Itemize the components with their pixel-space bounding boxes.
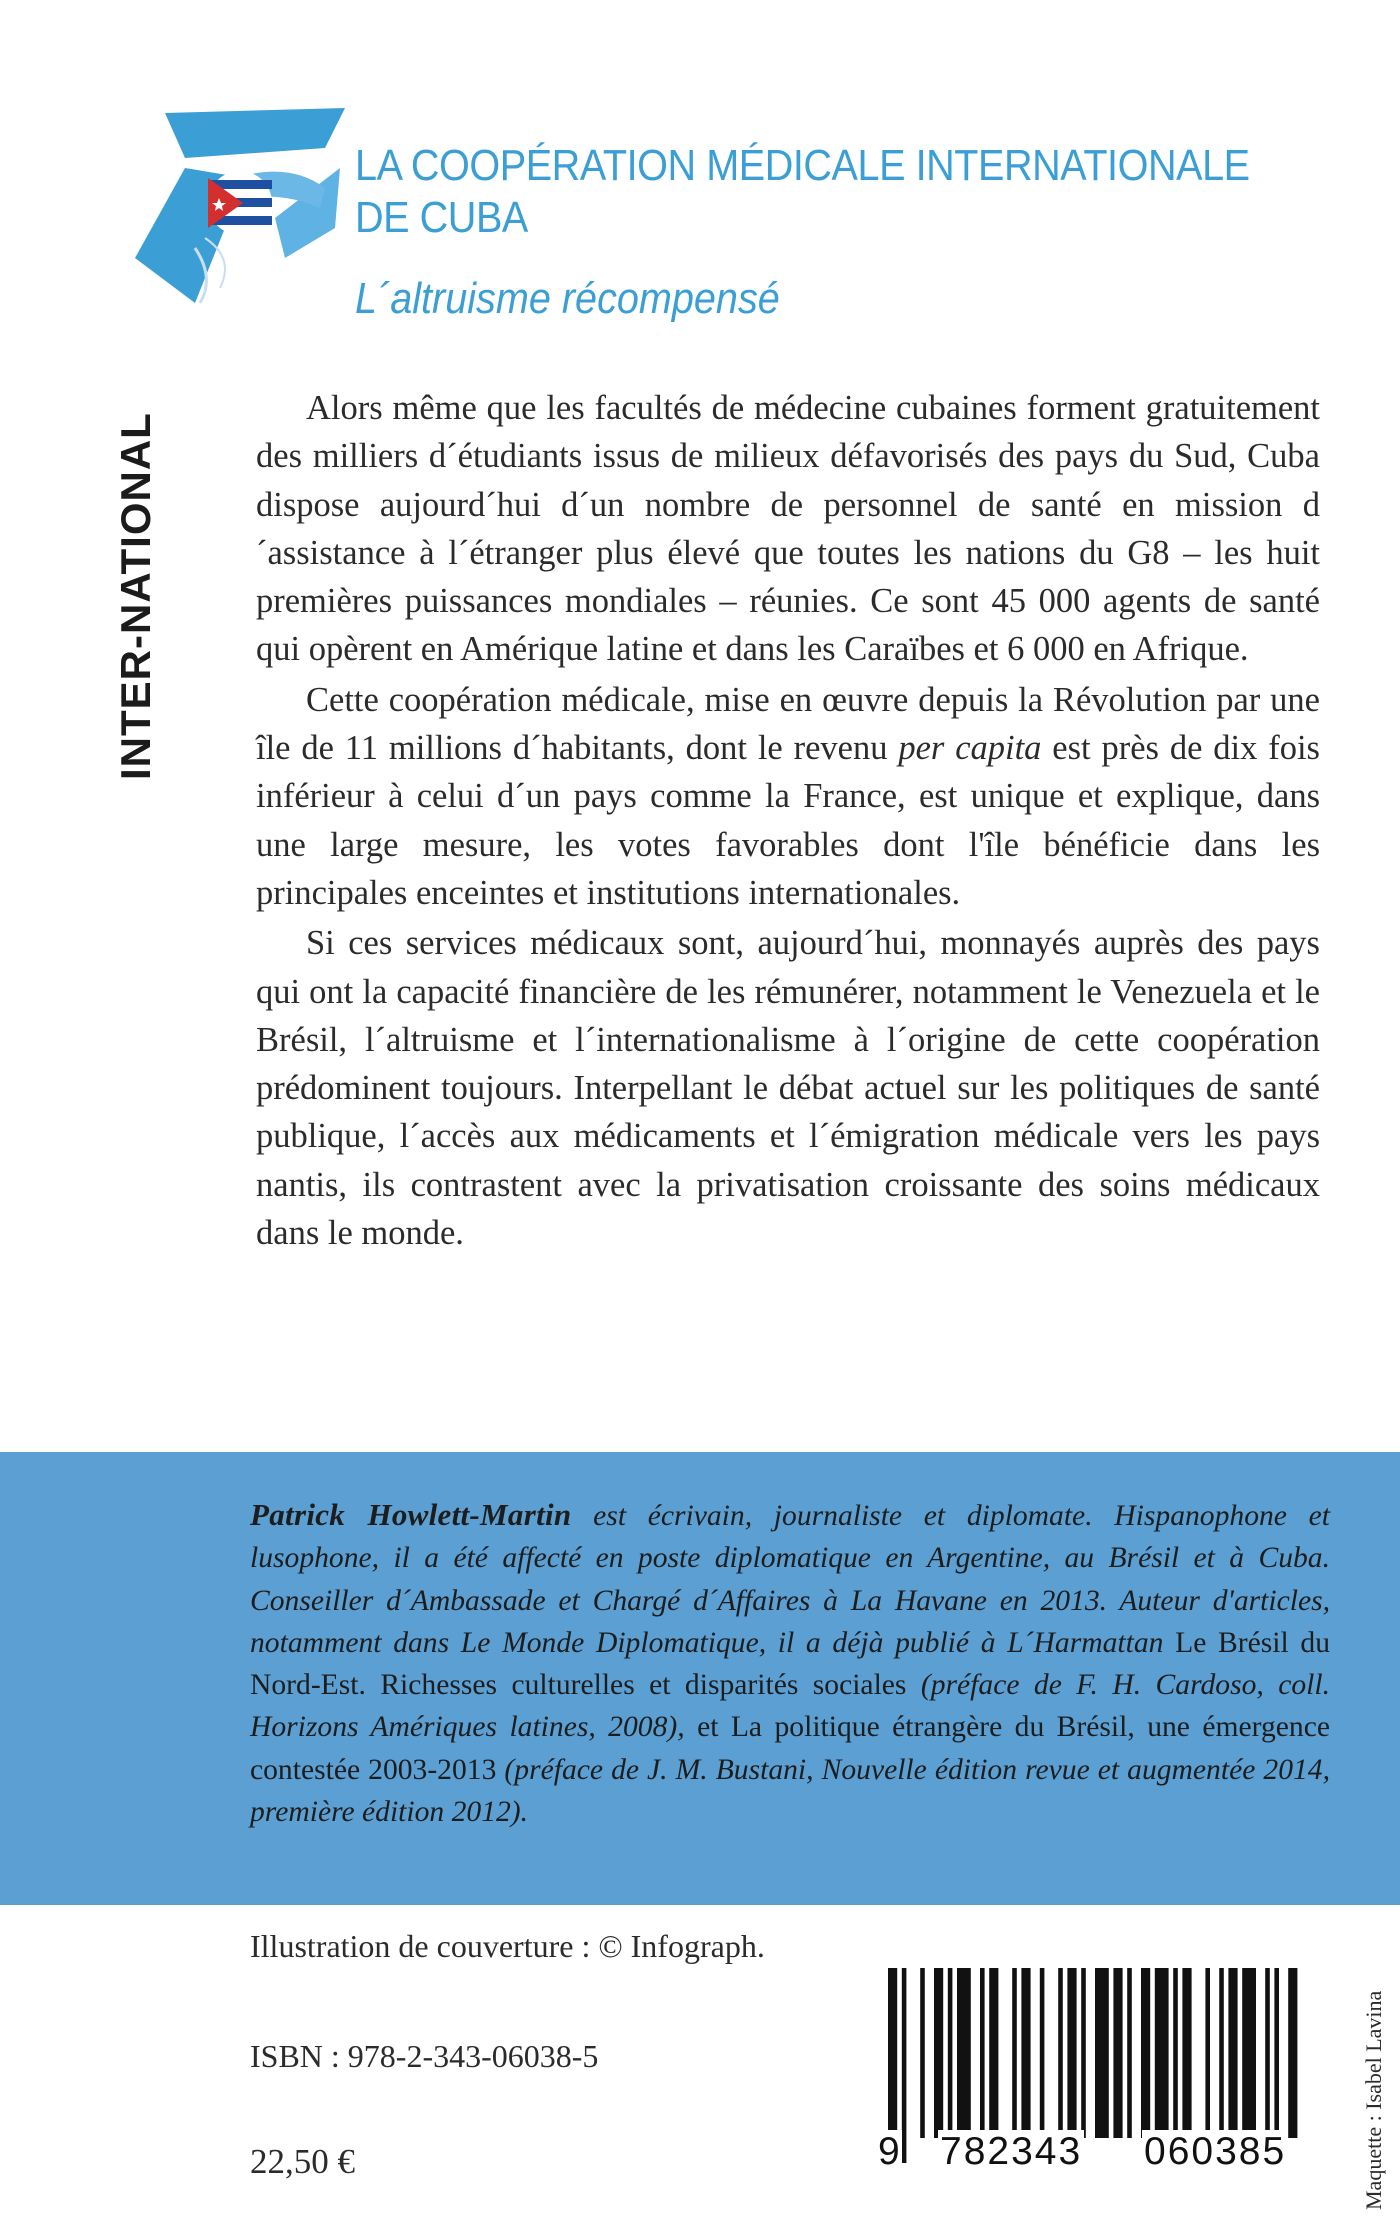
barcode-bar	[1141, 1968, 1150, 2138]
blurb-paragraph-3: Si ces services médicaux sont, aujourd´hui, monnayés auprès des pays qui ont la capacité financière de les rémunérer, notamment le Venezuela et le Brésil, l´altruisme et l´internationalisme à l´origine de cette coopération prédominent toujours. Interpellant le débat actuel sur les politiques de santé publique, l´accès aux médicaments et l´émigration médicale vers les pays nantis, ils contrastent avec la privatisation croissante des soins médicaux dans le monde.	[256, 924, 1320, 1253]
author-name: Patrick Howlett-Martin	[250, 1497, 572, 1532]
blurb	[256, 384, 1320, 1257]
title-line-2: DE CUBA	[355, 193, 528, 242]
barcode-bar	[1127, 1968, 1132, 2138]
book-title-1: Le Brésil du Nord-Est. Richesses culturelles et disparités sociales	[250, 1626, 1331, 1702]
barcode-bar	[1067, 1968, 1076, 2138]
barcode-bar	[934, 1968, 943, 2138]
barcode-bar	[1228, 1968, 1237, 2138]
book-subtitle: L´altruisme récompensé	[355, 274, 780, 323]
barcode-bar	[1155, 1968, 1169, 2138]
title-line-1: LA COOPÉRATION MÉDICALE INTERNATIONALE	[355, 141, 1250, 190]
barcode-bar	[1242, 1968, 1256, 2138]
book-title-2: La politique étrangère du Brésil, une émergence contestée 2003-2013	[250, 1711, 1330, 1786]
blurb-paragraph-1: Alors même que les facultés de médecine cubaines forment gratuitement des milliers d´étudiants issus de milieux défavorisés des pays du Sud, Cuba dispose aujourd´hui d´un nombre de personnel de santé en mission d´assistance à l´étranger plus élevé que toutes les nations du G8 – les huit premières puissances mondiales – réunies. Ce sont 45 000 agents de santé qui opèrent en Amérique latine et dans les Caraïbes et 6 000 en Afrique.	[256, 389, 1320, 669]
barcode-group-2: 060385	[1144, 2130, 1287, 2173]
barcode-bar	[980, 1968, 985, 2138]
barcode-bar	[957, 1968, 971, 2138]
barcode-bar	[1182, 1968, 1191, 2138]
barcode-bar	[1113, 1968, 1122, 2138]
barcode-bar	[1274, 1968, 1279, 2138]
barcode-bar	[989, 1968, 998, 2138]
barcode-bar	[1021, 1968, 1030, 2138]
cuba-flag-logo-icon	[125, 108, 355, 308]
price: 22,50 €	[250, 2142, 355, 2181]
barcode-group-1: 782343	[940, 2130, 1083, 2173]
isbn: ISBN : 978-2-343-06038-5	[250, 2038, 599, 2074]
barcode-bar	[1058, 1968, 1063, 2138]
barcode-bar	[948, 1968, 953, 2138]
barcode-bar	[1095, 1968, 1109, 2138]
barcode-bar	[902, 1968, 907, 2163]
book-title	[355, 140, 1255, 244]
barcode-digit-first: 9	[878, 2130, 900, 2173]
barcode-bar	[1265, 1968, 1270, 2138]
author-bio: Patrick Howlett-Martin est écrivain, journaliste et diplomate. Hispanophone et lusophone, il a été affecté en poste diplomatique en Argentine, au Brésil et à Cuba. Conseiller d´Ambassade et Chargé d´Affaires à La Havane en 2013. Auteur d'articles, notamment dans Le Monde Diplomatique, il a déjà publié à L´Harmattan Le Brésil du Nord-Est. Richesses culturelles et disparités sociales (préface de F. H. Cardoso, coll. Horizons Amériques latines, 2008), et La politique étrangère du Brésil, une émergence contestée 2003-2013 (préface de J. M. Bustani, Nouvelle édition revue et augmentée 2014, première édition 2012).	[250, 1497, 1331, 1829]
barcode-bar	[1288, 1968, 1297, 2138]
barcode-bar	[920, 1968, 925, 2138]
barcode-bar	[1012, 1968, 1017, 2138]
barcode-bar	[1205, 1968, 1210, 2138]
collection-label: INTER-NATIONAL	[112, 412, 159, 780]
blurb-paragraph-2: Cette coopération médicale, mise en œuvre depuis la Révolution par une île de 11 millions d´habitants, dont le revenu per capita est près de dix fois inférieur à celui d´un pays comme la France, est unique et explique, dans une large mesure, les votes favorables dont l'île bénéficie dans les principales enceintes et institutions internationales.	[256, 680, 1320, 912]
maquette-credit: Maquette : Isabel Lavina	[1361, 1990, 1386, 2210]
cover-credit: Illustration de couverture : © Infograph.	[250, 1928, 765, 1964]
barcode-bar	[1219, 1968, 1224, 2138]
barcode-bar	[1040, 1968, 1045, 2138]
barcode-bar	[1081, 1968, 1086, 2138]
